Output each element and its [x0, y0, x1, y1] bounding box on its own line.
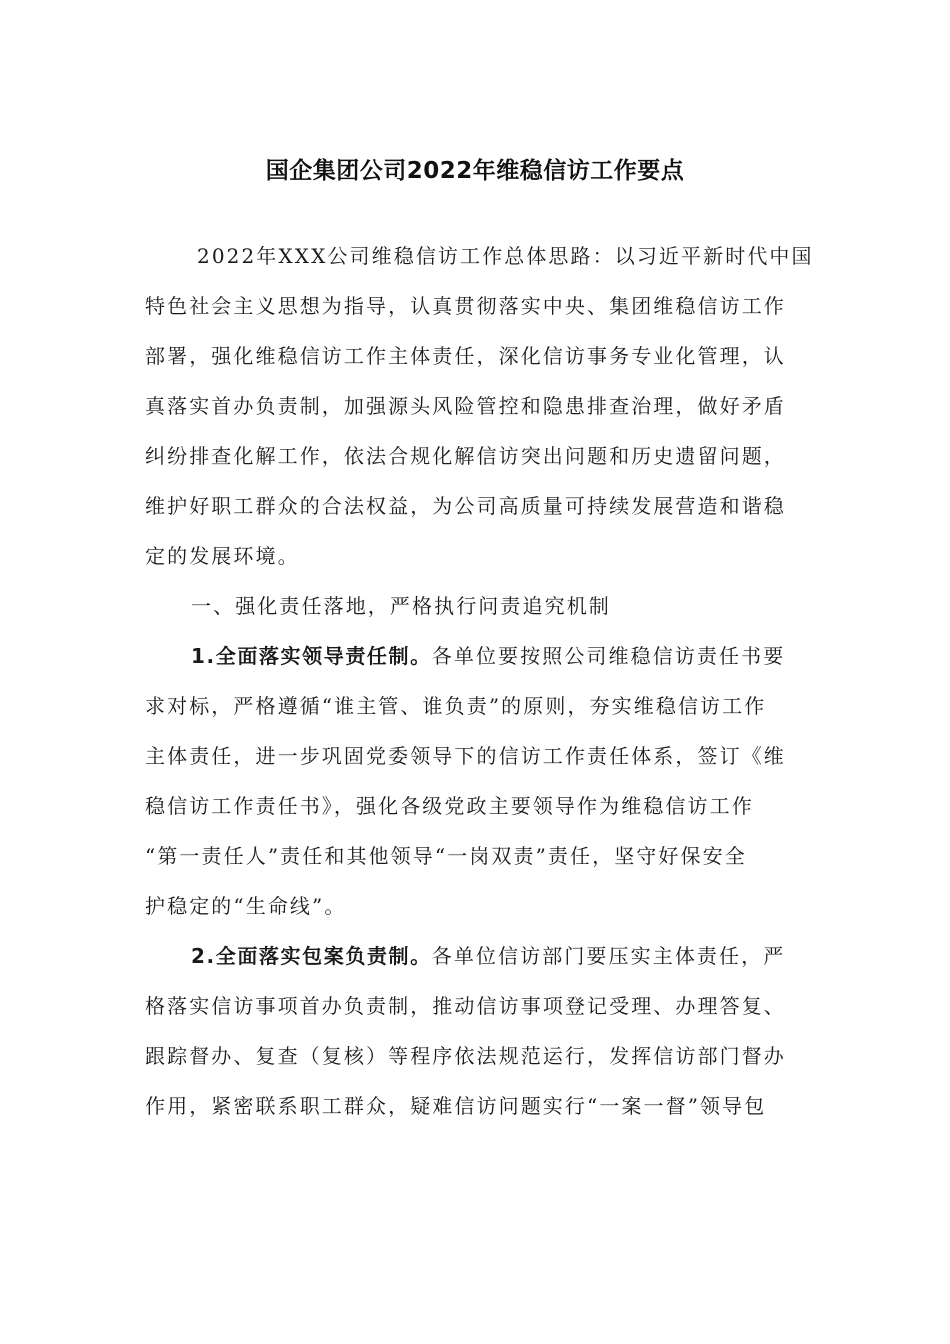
intro-line-1: 2022年XXX公司维稳信访工作总体思路：以习近平新时代中国	[197, 244, 814, 268]
intro-line-5: 纠纷排查化解工作，依法合规化解信访突出问题和历史遗留问题，	[145, 444, 786, 468]
item-2-line: 格落实信访事项首办负责制，推动信访事项登记受理、办理答复、	[145, 994, 786, 1018]
intro-line-7: 定的发展环境。	[145, 544, 300, 568]
intro-line-6: 维护好职工群众的合法权益，为公司高质量可持续发展营造和谐稳	[145, 494, 786, 518]
item-2-first-text: 各单位信访部门要压实主体责任，严	[431, 944, 786, 968]
item-1-line: “第一责任人”责任和其他领导“一岗双责”责任，坚守好保安全	[145, 844, 747, 868]
item-1-line: 稳信访工作责任书》，强化各级党政主要领导作为维稳信访工作	[145, 794, 754, 818]
item-1-heading: 1.全面落实领导责任制。	[191, 644, 432, 668]
item-2-first-line	[191, 940, 851, 969]
item-2-line: 作用，紧密联系职工群众，疑难信访问题实行“一案一督”领导包	[145, 1094, 767, 1118]
intro-line-4: 真落实首办负责制，加强源头风险管控和隐患排查治理，做好矛盾	[145, 394, 786, 418]
item-1-first-line	[191, 640, 851, 669]
item-2-heading: 2.全面落实包案负责制。	[191, 944, 432, 968]
intro-line-3: 部署，强化维稳信访工作主体责任，深化信访事务专业化管理，认	[145, 344, 786, 368]
section-heading: 一、强化责任落地，严格执行问责追究机制	[191, 594, 611, 618]
document-title: 国企集团公司2022年维稳信访工作要点	[265, 158, 685, 184]
item-1-line: 护稳定的“生命线”。	[145, 894, 347, 918]
intro-line-2: 特色社会主义思想为指导，认真贯彻落实中央、集团维稳信访工作	[145, 294, 786, 318]
item-2-line: 跟踪督办、复查（复核）等程序依法规范运行，发挥信访部门督办	[145, 1044, 786, 1068]
item-1-line: 求对标，严格遵循“谁主管、谁负责”的原则，夯实维稳信访工作	[145, 694, 767, 718]
item-1-line: 主体责任，进一步巩固党委领导下的信访工作责任体系，签订《维	[145, 744, 786, 768]
item-1-first-text: 各单位要按照公司维稳信访责任书要	[431, 644, 786, 668]
